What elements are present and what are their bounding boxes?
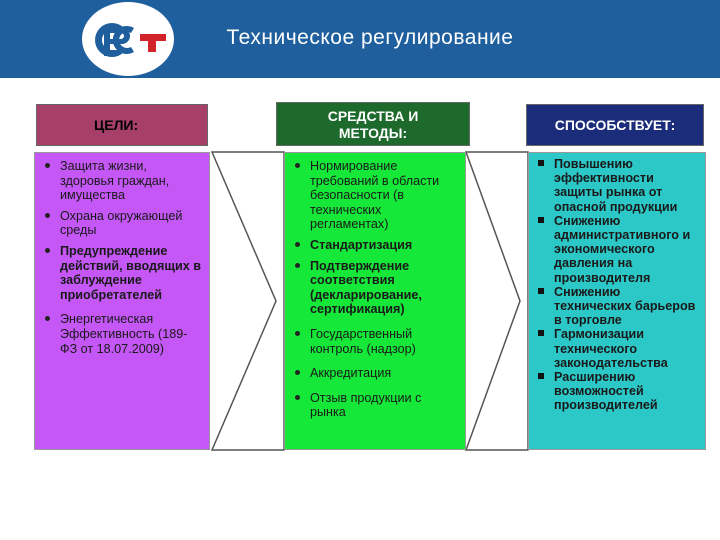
left-arrow-outline xyxy=(212,152,284,450)
promotes-item: Расширению возможностей производителей xyxy=(535,370,699,413)
page-title: Техническое регулирование xyxy=(226,26,514,49)
means-heading-line1: СРЕДСТВА И xyxy=(327,108,419,124)
means-item: Аккредитация xyxy=(291,366,459,381)
means-item: Подтверждение соответствия (декларирование, сертификация) xyxy=(291,259,459,317)
means-item: Отзыв продукции с рынка xyxy=(291,391,459,420)
goals-item: Охрана окружающей среды xyxy=(41,209,203,238)
goals-item: Защита жизни, здоровья граждан, имущества xyxy=(41,159,203,203)
goals-panel xyxy=(34,152,210,450)
promotes-item: Снижению технических барьеров в торговле xyxy=(535,285,699,328)
means-item: Государственный контроль (надзор) xyxy=(291,327,459,356)
means-item: Нормирование требований в области безопасности (в технических регламентах) xyxy=(291,159,459,232)
promotes-list xyxy=(535,157,699,413)
means-panel xyxy=(284,152,466,450)
goals-item: Энергетическая Эффективность (189-ФЗ от 18.07.2009) xyxy=(41,312,203,356)
promotes-item: Гармонизации технического законодательства xyxy=(535,327,699,370)
right-arrow-outline xyxy=(466,152,528,450)
goals-item: Предупреждение действий, вводящих в заблуждение приобретателей xyxy=(41,244,203,302)
promotes-item: Повышению эффективности защиты рынка от опасной продукции xyxy=(535,157,699,214)
promotes-panel xyxy=(528,152,706,450)
means-heading-line2: МЕТОДЫ: xyxy=(338,125,408,141)
means-item: Стандартизация xyxy=(291,238,459,253)
promotes-item: Снижению административного и экономического давления на производителя xyxy=(535,214,699,285)
goals-list xyxy=(41,159,203,356)
goals-heading: ЦЕЛИ: xyxy=(36,104,208,146)
means-list xyxy=(291,159,459,420)
promotes-heading: СПОСОБСТВУЕТ: xyxy=(526,104,704,146)
